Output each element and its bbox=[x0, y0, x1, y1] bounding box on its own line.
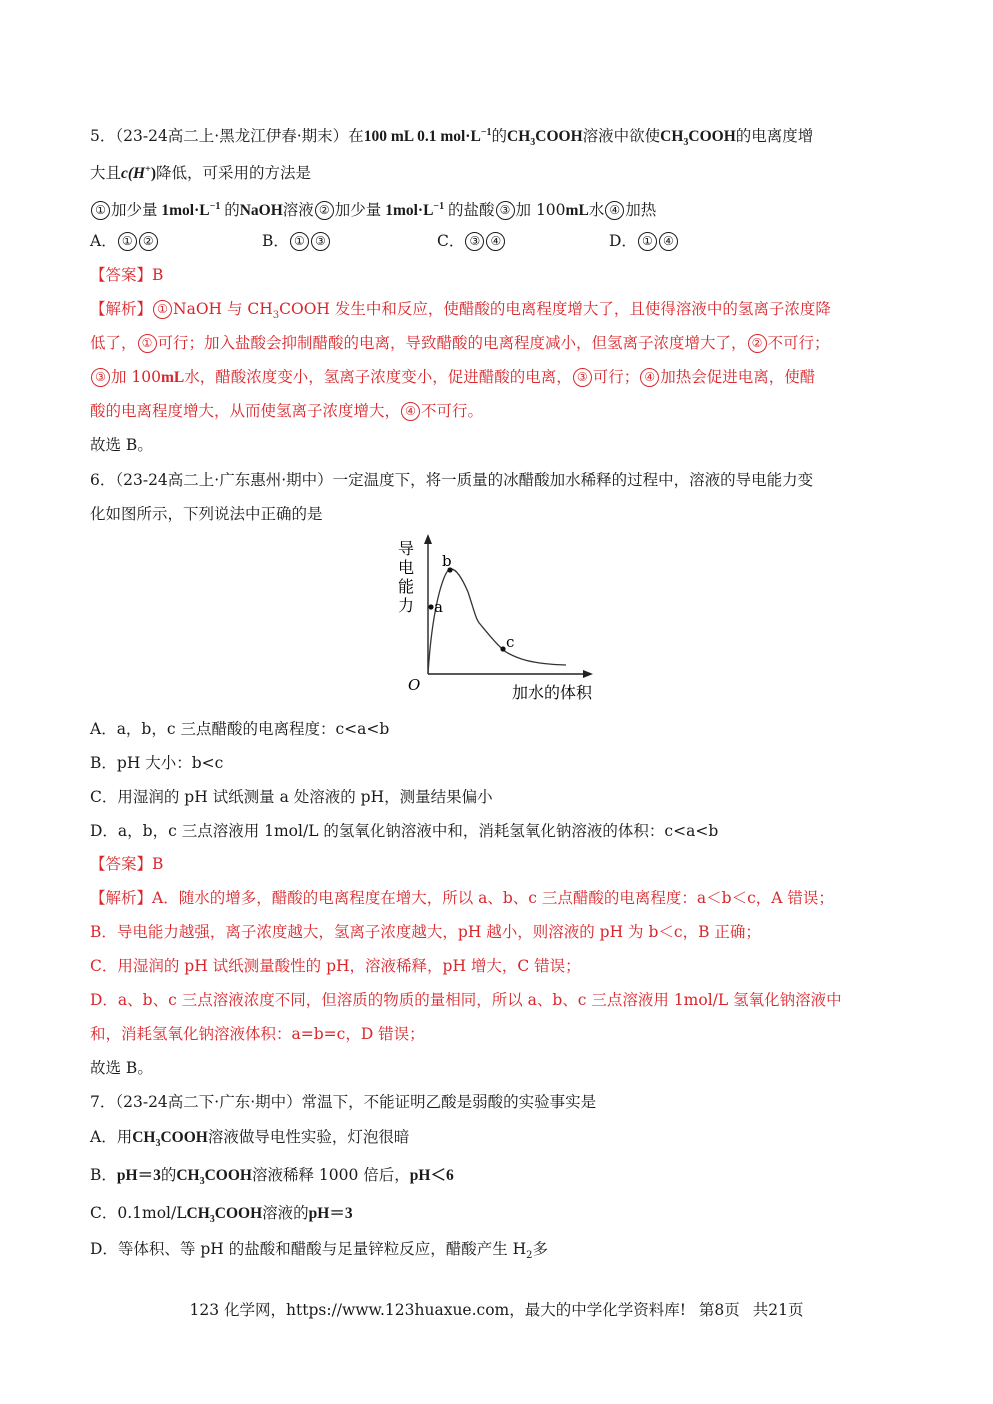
x-axis-arrow bbox=[583, 670, 593, 678]
q5-analysis-line1: 【解析】 ① NaOH 与 $CH_3COOH$ 发生中和反应，使醋酸的电离程度增大了，且使得溶液中的氢离子浓度降 bbox=[90, 300, 831, 322]
q6-option-a[interactable]: A．a，b，c 三点醋酸的电离程度：c<a<b bbox=[90, 720, 390, 738]
y-axis-arrow bbox=[424, 534, 432, 544]
q5-analysis-line2: 低了， ① 可行；加入盐酸会抑制醋酸的电离，导致醋酸的电离程度减小，但氢离子浓度增大了， ② 不可行； bbox=[90, 334, 830, 352]
q5-source: （23-24高二上·黑龙江伊春·期末） bbox=[115, 127, 349, 146]
q5-method1-conc: $1mol\cdot L^{-1}$ bbox=[161, 201, 221, 220]
q6-analysis-line2: B．导电能力越强，离子浓度越大，氢离子浓度越大，pH 越小，则溶液的 pH 为 b＜c，B 正确； bbox=[90, 923, 761, 941]
point-a-label: a bbox=[434, 598, 443, 616]
q5-option-d[interactable]: D． ① ④ bbox=[609, 230, 679, 252]
point-c-label: c bbox=[506, 633, 515, 651]
footer-site: 123 化学网，https://www.123huaxue.com，最大的中学化学资料库! bbox=[189, 1301, 686, 1319]
q5-text: 在 bbox=[348, 127, 364, 146]
q5-formula: $CH_3COOH$ bbox=[660, 128, 736, 149]
q6-option-d[interactable]: D．a，b，c 三点溶液用 1mol/L 的氢氧化钠溶液中和，消耗氢氧化钠溶液的体积：c<a<b bbox=[90, 822, 719, 840]
q5-text: 溶液中欲使 bbox=[582, 127, 661, 146]
footer-page-number: 第8页 bbox=[698, 1301, 740, 1319]
circle-number-2: ② bbox=[315, 201, 334, 220]
q5-method2-conc: $1mol\cdot L^{-1}$ bbox=[385, 201, 445, 220]
y-axis-label-char: 能 bbox=[398, 577, 415, 596]
conductivity-curve bbox=[428, 569, 566, 674]
y-axis-label-char: 力 bbox=[398, 596, 415, 615]
y-axis-label-char: 导 bbox=[398, 539, 415, 558]
q5-naoh: NaOH bbox=[239, 202, 283, 220]
circle-number-1: ① bbox=[91, 201, 110, 220]
q6-answer: 【答案】B bbox=[90, 855, 164, 873]
q5-analysis-line4: 酸的电离程度增大，从而使氢离子浓度增大， ④ 不可行。 bbox=[90, 402, 484, 420]
q6-analysis-line1: 【解析】A．随水的增多，醋酸的电离程度在增大，所以 a、b、c 三点醋酸的电离程度：a＜b＜c，A 错误； bbox=[90, 889, 834, 907]
q5-option-b[interactable]: B． ① ③ bbox=[262, 230, 331, 252]
q7-option-c[interactable]: C．$0.1mol/LCH_3COOH$溶液的pH＝3 bbox=[90, 1204, 353, 1226]
footer-total-pages: 共21页 bbox=[752, 1301, 804, 1319]
origin-label: O bbox=[408, 676, 421, 694]
q5-formula: $CH_3COOH$ bbox=[507, 128, 583, 149]
q7-stem: 7．（23-24高二下·广东·期中）常温下，不能证明乙酸是弱酸的实验事实是 bbox=[90, 1093, 597, 1111]
q6-analysis-line3: C．用湿润的 pH 试纸测量酸性的 pH，溶液稀释，pH 增大，C 错误； bbox=[90, 957, 581, 975]
x-axis-label: 加水的体积 bbox=[512, 683, 593, 702]
q5-stem-line2: 大且c(H+)降低，可采用的方法是 bbox=[90, 164, 312, 183]
q7-option-b[interactable]: B．pH＝3的$CH_3COOH$溶液稀释 1000 倍后，pH＜6 bbox=[90, 1166, 454, 1188]
q6-analysis-line5: 和，消耗氢氧化钠溶液体积：a=b=c，D 错误； bbox=[90, 1025, 425, 1043]
y-axis-label-char: 电 bbox=[398, 558, 415, 577]
circle-number-4: ④ bbox=[605, 201, 624, 220]
q5-concentration: 100 mL 0.1 $mol\cdot L^{-1}$ bbox=[363, 127, 492, 146]
q6-stem-line2: 化如图所示，下列说法中正确的是 bbox=[90, 505, 323, 523]
q5-analysis-line3: ③ 加 100mL水，醋酸浓度变小，氢离子浓度变小，促进醋酸的电离， ③ 可行； ④ 加热会促进电离，使醋 bbox=[90, 366, 815, 389]
q5-stem-line1 bbox=[90, 122, 813, 154]
q7-option-a[interactable]: A．用$CH_3COOH$溶液做导电性实验，灯泡很暗 bbox=[90, 1128, 410, 1150]
q5-number: 5． bbox=[90, 127, 116, 146]
conductivity-curve-figure bbox=[390, 532, 610, 707]
page-footer bbox=[0, 1298, 993, 1320]
q5-methods: ① 加少量 $1mol\cdot L^{-1}$ 的NaOH溶液 ② 加少量 $1mol\cdot L^{-1}$ 的盐酸 ③ 加 100mL水 ④ 加热 bbox=[90, 196, 656, 222]
q6-conclusion: 故选 B。 bbox=[90, 1059, 153, 1077]
circle-number-3: ③ bbox=[496, 201, 515, 220]
q6-option-b[interactable]: B．pH 大小：b<c bbox=[90, 754, 224, 772]
q5-option-c[interactable]: C． ③ ④ bbox=[437, 230, 506, 252]
q5-conclusion: 故选 B。 bbox=[90, 436, 153, 454]
q5-answer: 【答案】B bbox=[90, 266, 164, 284]
point-c bbox=[500, 646, 505, 651]
point-a bbox=[428, 604, 433, 609]
q6-stem-line1: 6．（23-24高二上·广东惠州·期中）一定温度下，将一质量的冰醋酸加水稀释的过程中，溶液的导电能力变 bbox=[90, 471, 814, 489]
q6-analysis-line4: D．a、b、c 三点溶液浓度不同，但溶质的物质的量相同，所以 a、b、c 三点溶液用 1mol/L 氢氧化钠溶液中 bbox=[90, 991, 842, 1009]
point-b-label: b bbox=[442, 552, 452, 570]
q5-option-a[interactable]: A． ① ② bbox=[90, 230, 159, 252]
q5-text: 的 bbox=[491, 127, 508, 146]
q6-option-c[interactable]: C．用湿润的 pH 试纸测量 a 处溶液的 pH，测量结果偏小 bbox=[90, 788, 493, 806]
q5-h-concentration: c(H+) bbox=[121, 164, 156, 183]
q5-text: 的电离度增 bbox=[735, 127, 814, 146]
q7-option-d[interactable]: D．等体积、等 pH 的盐酸和醋酸与足量锌粒反应，醋酸产生 $H_2$多 bbox=[90, 1240, 549, 1262]
